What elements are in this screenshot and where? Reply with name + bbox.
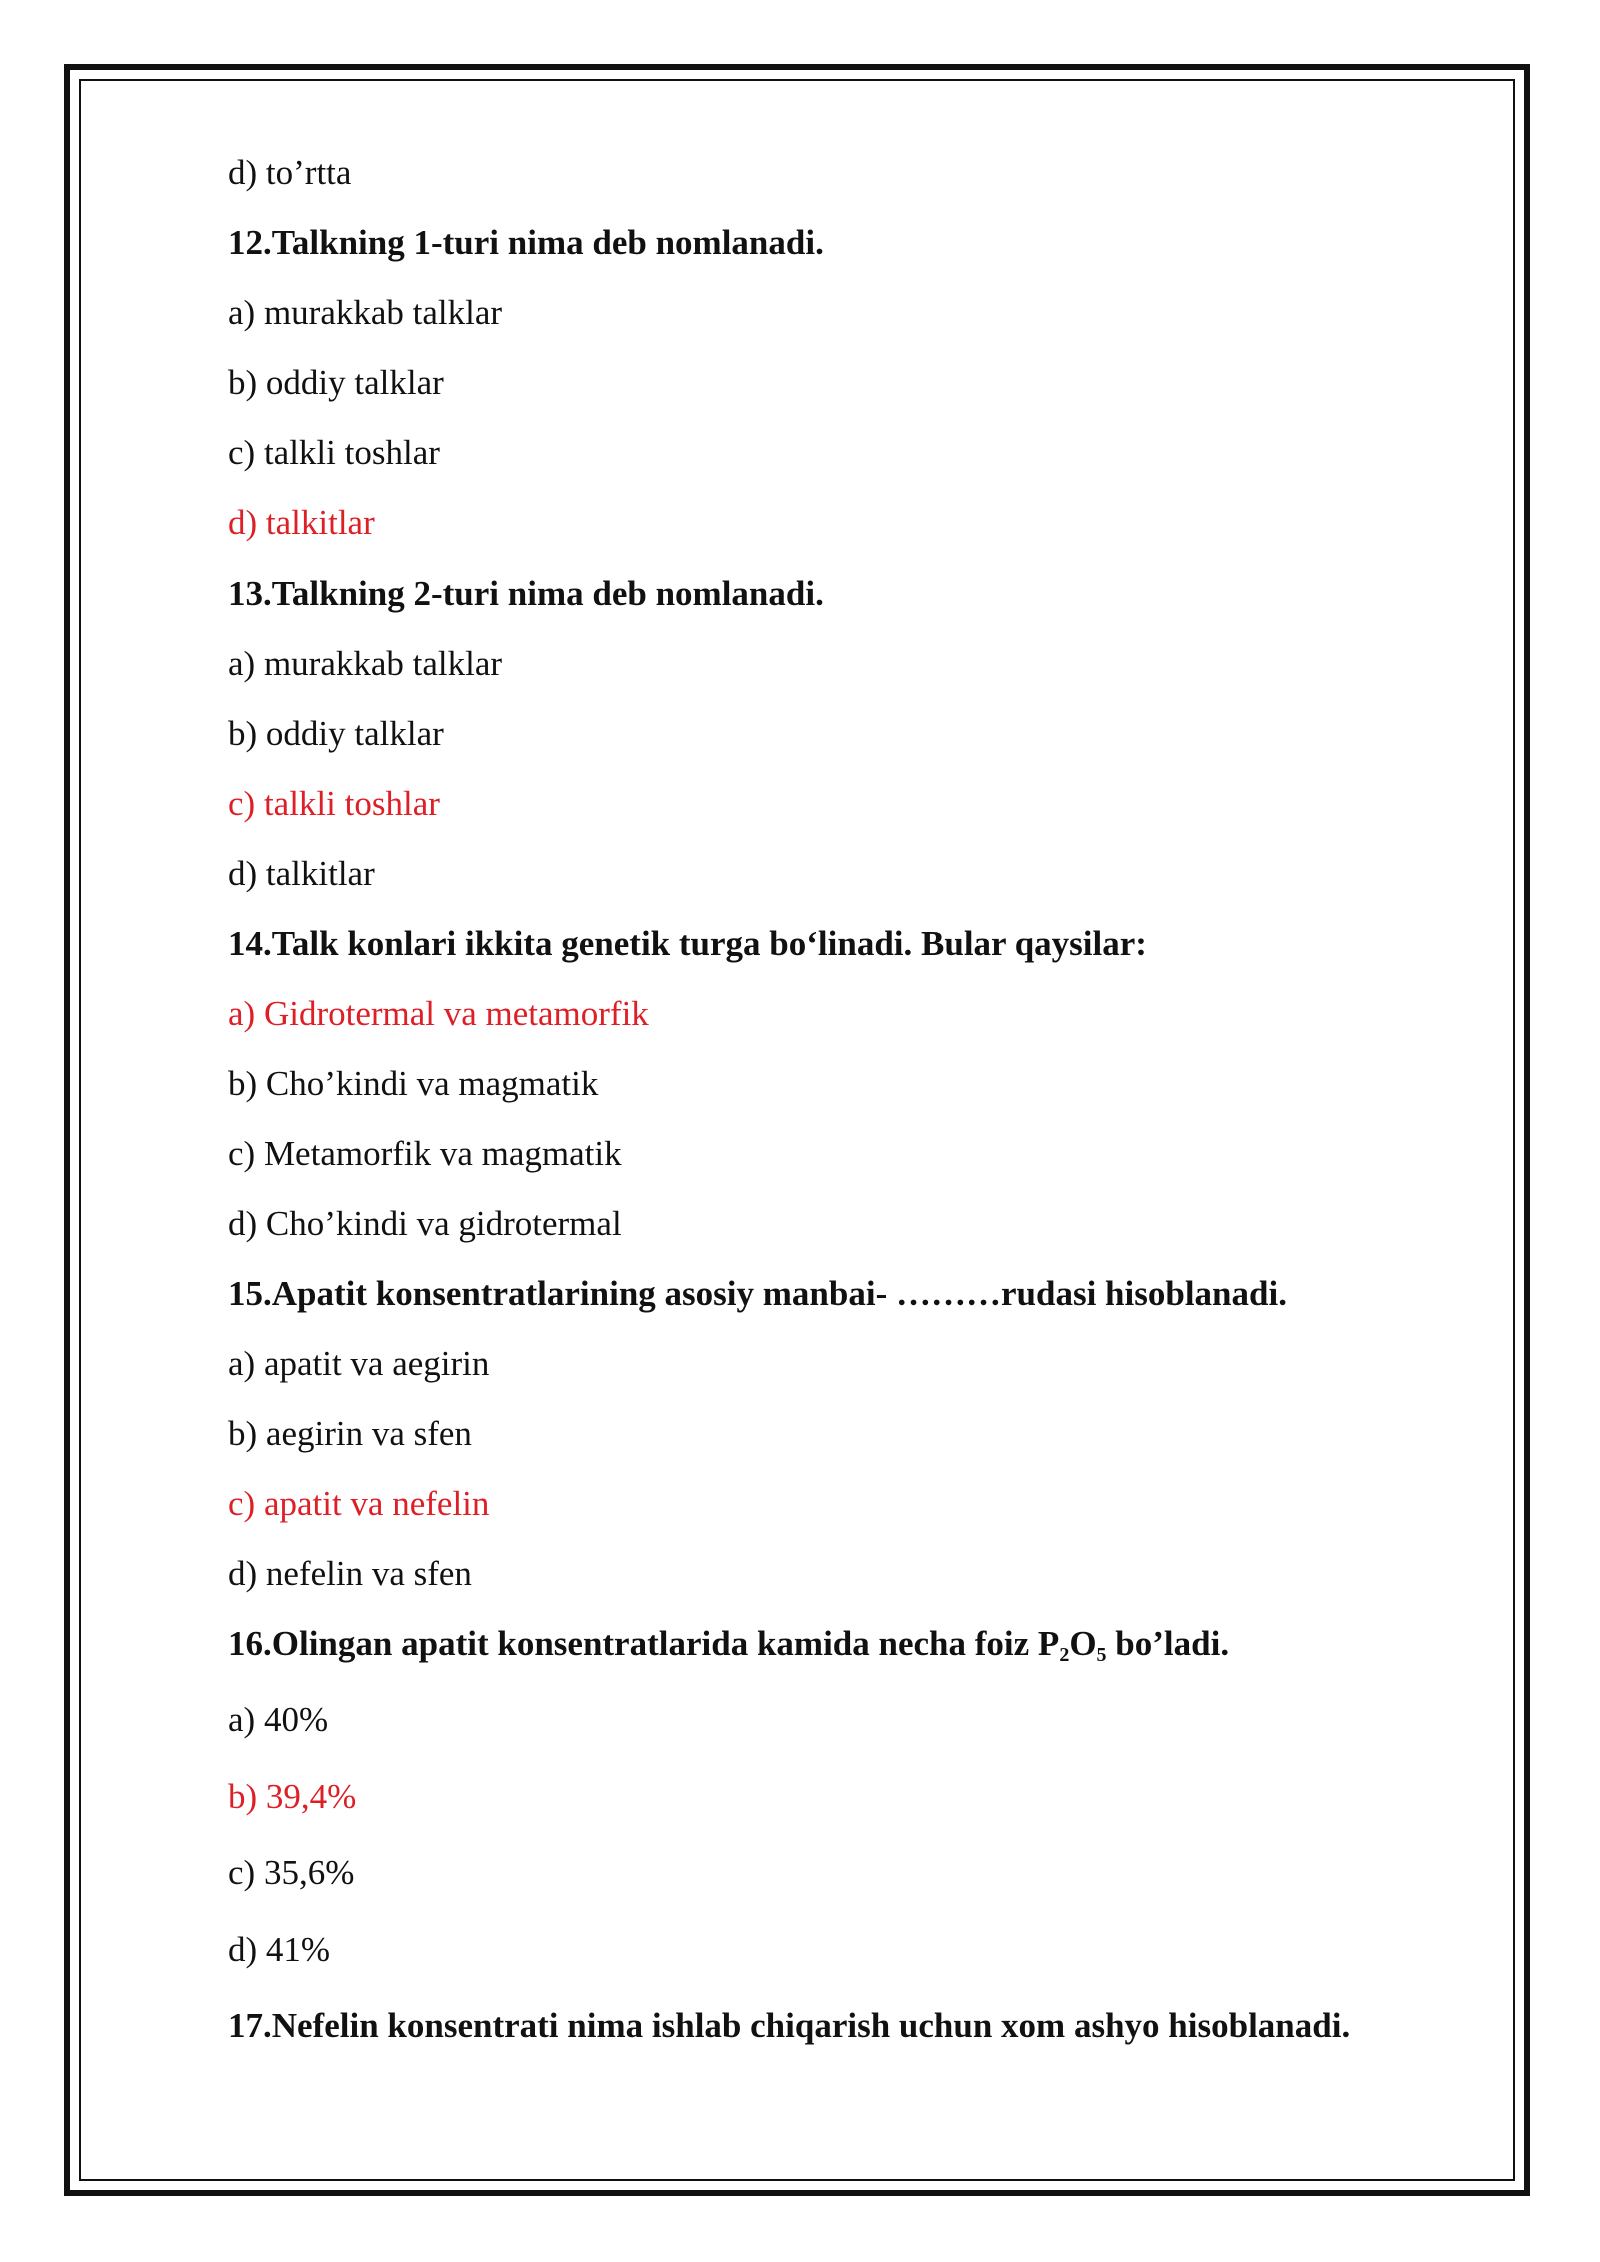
option-d-q15: d) nefelin va sfen xyxy=(228,1554,472,1593)
option-d-q13: d) talkitlar xyxy=(228,854,375,893)
question-15: 15.Apatit konsentratlarining asosiy manbai- ………rudasi hisoblanadi. xyxy=(228,1274,1287,1313)
question-17: 17.Nefelin konsentrati nima ishlab chiqarish uchun xom ashyo hisoblanadi. xyxy=(228,2006,1351,2045)
question-14: 14.Talk konlari ikkita genetik turga bo‘linadi. Bular qaysilar: xyxy=(228,924,1147,963)
question-13: 13.Talkning 2-turi nima deb nomlanadi. xyxy=(228,574,824,613)
option-a-q13: a) murakkab talklar xyxy=(228,644,503,683)
option-b-q12: b) oddiy talklar xyxy=(228,363,444,402)
question-16-text: 16.Olingan apatit konsentratlarida kamida necha foiz P xyxy=(228,1624,1060,1663)
option-b-q14: b) Cho’kindi va magmatik xyxy=(228,1064,599,1103)
option-b-q16-correct: b) 39,4% xyxy=(228,1777,357,1816)
option-a-q15: a) apatit va aegirin xyxy=(228,1344,490,1383)
option-d-q12-correct: d) talkitlar xyxy=(228,503,375,542)
option-d-q11: d) to’rtta xyxy=(228,153,352,192)
option-a-q14-correct: a) Gidrotermal va metamorfik xyxy=(228,994,649,1033)
option-a-q16: a) 40% xyxy=(228,1700,329,1739)
option-c-q13-correct: c) talkli toshlar xyxy=(228,784,440,823)
option-a-q12: a) murakkab talklar xyxy=(228,293,503,332)
option-b-q13: b) oddiy talklar xyxy=(228,714,444,753)
option-d-q14: d) Cho’kindi va gidrotermal xyxy=(228,1204,622,1243)
option-d-q16: d) 41% xyxy=(228,1930,331,1969)
question-12: 12.Talkning 1-turi nima deb nomlanadi. xyxy=(228,223,824,262)
formula-subscript-2: 2 xyxy=(1059,1644,1070,1666)
option-c-q12: c) talkli toshlar xyxy=(228,433,440,472)
formula-subscript-5: 5 xyxy=(1096,1644,1107,1666)
question-16 xyxy=(228,1624,1229,1664)
option-c-q16: c) 35,6% xyxy=(228,1853,355,1892)
question-16-tail: bo’ladi. xyxy=(1106,1624,1230,1663)
option-c-q15-correct: c) apatit va nefelin xyxy=(228,1484,490,1523)
option-c-q14: c) Metamorfik va magmatik xyxy=(228,1134,622,1173)
option-b-q15: b) aegirin va sfen xyxy=(228,1414,472,1453)
formula-oxygen: O xyxy=(1069,1624,1097,1663)
